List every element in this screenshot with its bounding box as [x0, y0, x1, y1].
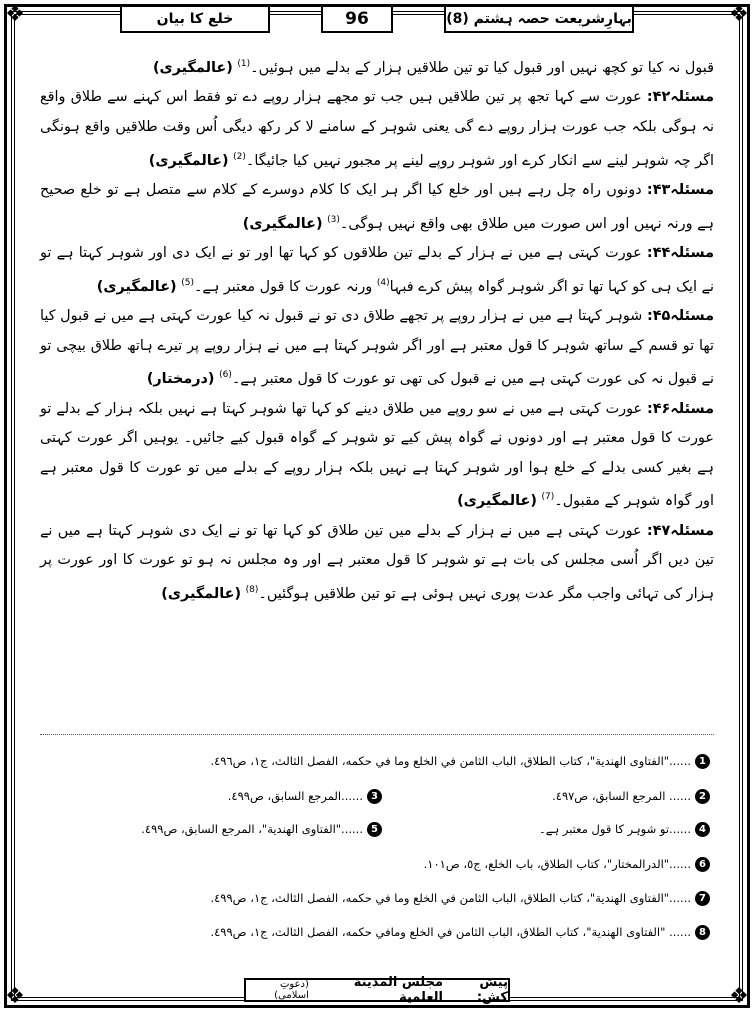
footnote-8: 8...... "الفتاوى الهندية"، كتاب الطلاق، الباب الثامن في الخلع ومافي حكمه، الفصل الثالث، ج١، ص٤٩٩. [210, 923, 710, 941]
page-footer [244, 975, 510, 1005]
footnote-number: 8 [695, 925, 710, 940]
masala-43: مسئلہ۴۳: دونوں راہ چل رہے ہیں اور خلع کیا اگر ہر ایک کا کلام دوسرے کے کلام سے متصل ہے تو خلع صحیح ہے ورنہ نہیں اور اس صورت میں طلاق بھی واقع نہیں ہوگی۔$^{(3)}$ (عالمگیری) [40, 181, 714, 232]
footnote-7: 7......"الفتاوى الهندية"، كتاب الطلاق، الباب الثامن في الخلع وما في حكمه، الفصل الثالث، ج١، ص٤٩٩. [210, 889, 710, 907]
page-header [120, 4, 634, 34]
footnote-2: 2...... المرجع السابق، ص٤٩٧. [552, 787, 710, 805]
main-text [40, 50, 714, 609]
footnote-4: 4......تو شوہر کا قول معتبر ہے۔ [539, 820, 710, 838]
corner-ornament-icon: ❖ [729, 984, 749, 1009]
corner-ornament-icon: ❖ [5, 984, 25, 1009]
footer-sub: (دعوتِ اسلامی) [274, 979, 309, 1001]
footnote-number: 5 [367, 822, 382, 837]
chapter-title: خلع کا بیان [120, 5, 270, 33]
masala-44: مسئلہ۴۴: عورت کہتی ہے میں نے ہزار کے بدلے تین طلاقوں کو کہا تھا اور تو نے ایک دی اور شوہر کہتا ہے تو نے ایک ہی کو کہا تھا تو اگر شوہر گواہ پیش کرے فبہا$^{(4)}$ ورنہ عورت کا قول معتبر ہے۔$^{(5)}$ (عالمگیری) [40, 244, 714, 295]
footnote-6: 6......"الدرالمختار"، كتاب الطلاق، باب الخلع، ج٥، ص١٠١. [424, 855, 710, 873]
book-title: بہارِشریعت حصہ ہشتم (8) [444, 5, 634, 33]
footnote-number: 3 [367, 789, 382, 804]
masala-47: مسئلہ۴۷: عورت کہتی ہے میں نے ہزار کے بدلے میں تین طلاق کو کہا تھا تو نے ایک دی شوہر کہتا ہے میں نے تین دیں اگر اُسی مجلس کی بات ہے تو شوہر کا قول معتبر ہے اور وہ مجلس نہ ہو تو عورت کا اور عورت پر ہزار کی تہائی واجب مگر عدت پوری نہیں ہوئی ہے تو تین طلاقیں ہوگئیں۔$^{(8)}$ (عالمگیری) [40, 522, 714, 602]
masala-42: مسئلہ۴۲: عورت سے کہا تجھ پر تین طلاقیں ہیں جب تو مجھے ہزار روپے دے تو فقط اس کہنے سے طلاق واقع نہ ہوگی بلکہ جب عورت ہزار روپے دے گی یعنی شوہر کے سامنے لا کر رکھ دیگی اُس وقت طلاقیں واقع ہونگی اگر چہ شوہر لینے سے انکار کرے اور شوہر روپے لینے پر مجبور نہیں کیا جائیگا۔$^{(2)}$ (عالمگیری) [40, 89, 714, 169]
footnote-number: 2 [695, 789, 710, 804]
footnote-number: 4 [695, 822, 710, 837]
paragraph-1: قبول نہ کیا تو کچھ نہیں اور قبول کیا تو تین طلاقیں ہزار کے بدلے میں ہوئیں۔$^{(1)}$ (عالمگیری) [152, 59, 714, 76]
footer-org: مجلس المدينة العلمية [353, 975, 443, 1005]
footer-presenter: پیش کش: [476, 975, 508, 1005]
masala-46: مسئلہ۴۶: عورت کہتی ہے میں نے سو روپے میں طلاق دینے کو کہا تھا شوہر کہتا ہے نہیں بلکہ ہزار کے بدلے تو عورت کا قول معتبر ہے اور دونوں نے گواہ پیش کیے تو شوہر کے گواہ قبول کیے جائیں۔ یوہیں اگر عورت کہتی ہے بغیر کسی بدلے کے خلع ہوا اور شوہر کہتا ہے نہیں بلکہ ہزار روپے کے بدلے میں تو عورت کا قول معتبر ہے اور گواہ شوہر کے مقبول۔$^{(7)}$ (عالمگیری) [40, 400, 715, 510]
footnote-5: 5......"الفتاوى الهندية"، المرجع السابق، ص٤٩٩. [141, 820, 382, 838]
footnote-divider [40, 734, 714, 735]
footnote-number: 7 [695, 891, 710, 906]
footnote-1: 1......"الفتاوى الهندية"، كتاب الطلاق، الباب الثامن في الخلع وما في حكمه، الفصل الثالث، ج١، ص٤٩٦. [210, 752, 710, 770]
masala-45: مسئلہ۴۵: شوہر کہتا ہے میں نے ہزار روپے پر تجھے طلاق دی تو نے قبول نہ کیا عورت کہتی ہے میں نے قبول کیا تھا تو قسم کے ساتھ شوہر کا قول معتبر ہے اور اگر شوہر کہتا ہے میں نے ہزار روپے پر تیرے ہاتھ طلاق بیچی تو نے قبول نہ کی عورت کہتی ہے میں نے قبول کی تھی تو عورت کا قول معتبر ہے۔$^{(6)}$ (درمختار) [40, 307, 715, 387]
corner-ornament-icon: ❖ [5, 2, 25, 27]
footnote-number: 1 [695, 754, 710, 769]
footnote-number: 6 [695, 857, 710, 872]
footnote-3: 3......المرجع السابق، ص٤٩٩. [228, 787, 382, 805]
page-number: 96 [321, 5, 393, 33]
corner-ornament-icon: ❖ [729, 2, 749, 27]
